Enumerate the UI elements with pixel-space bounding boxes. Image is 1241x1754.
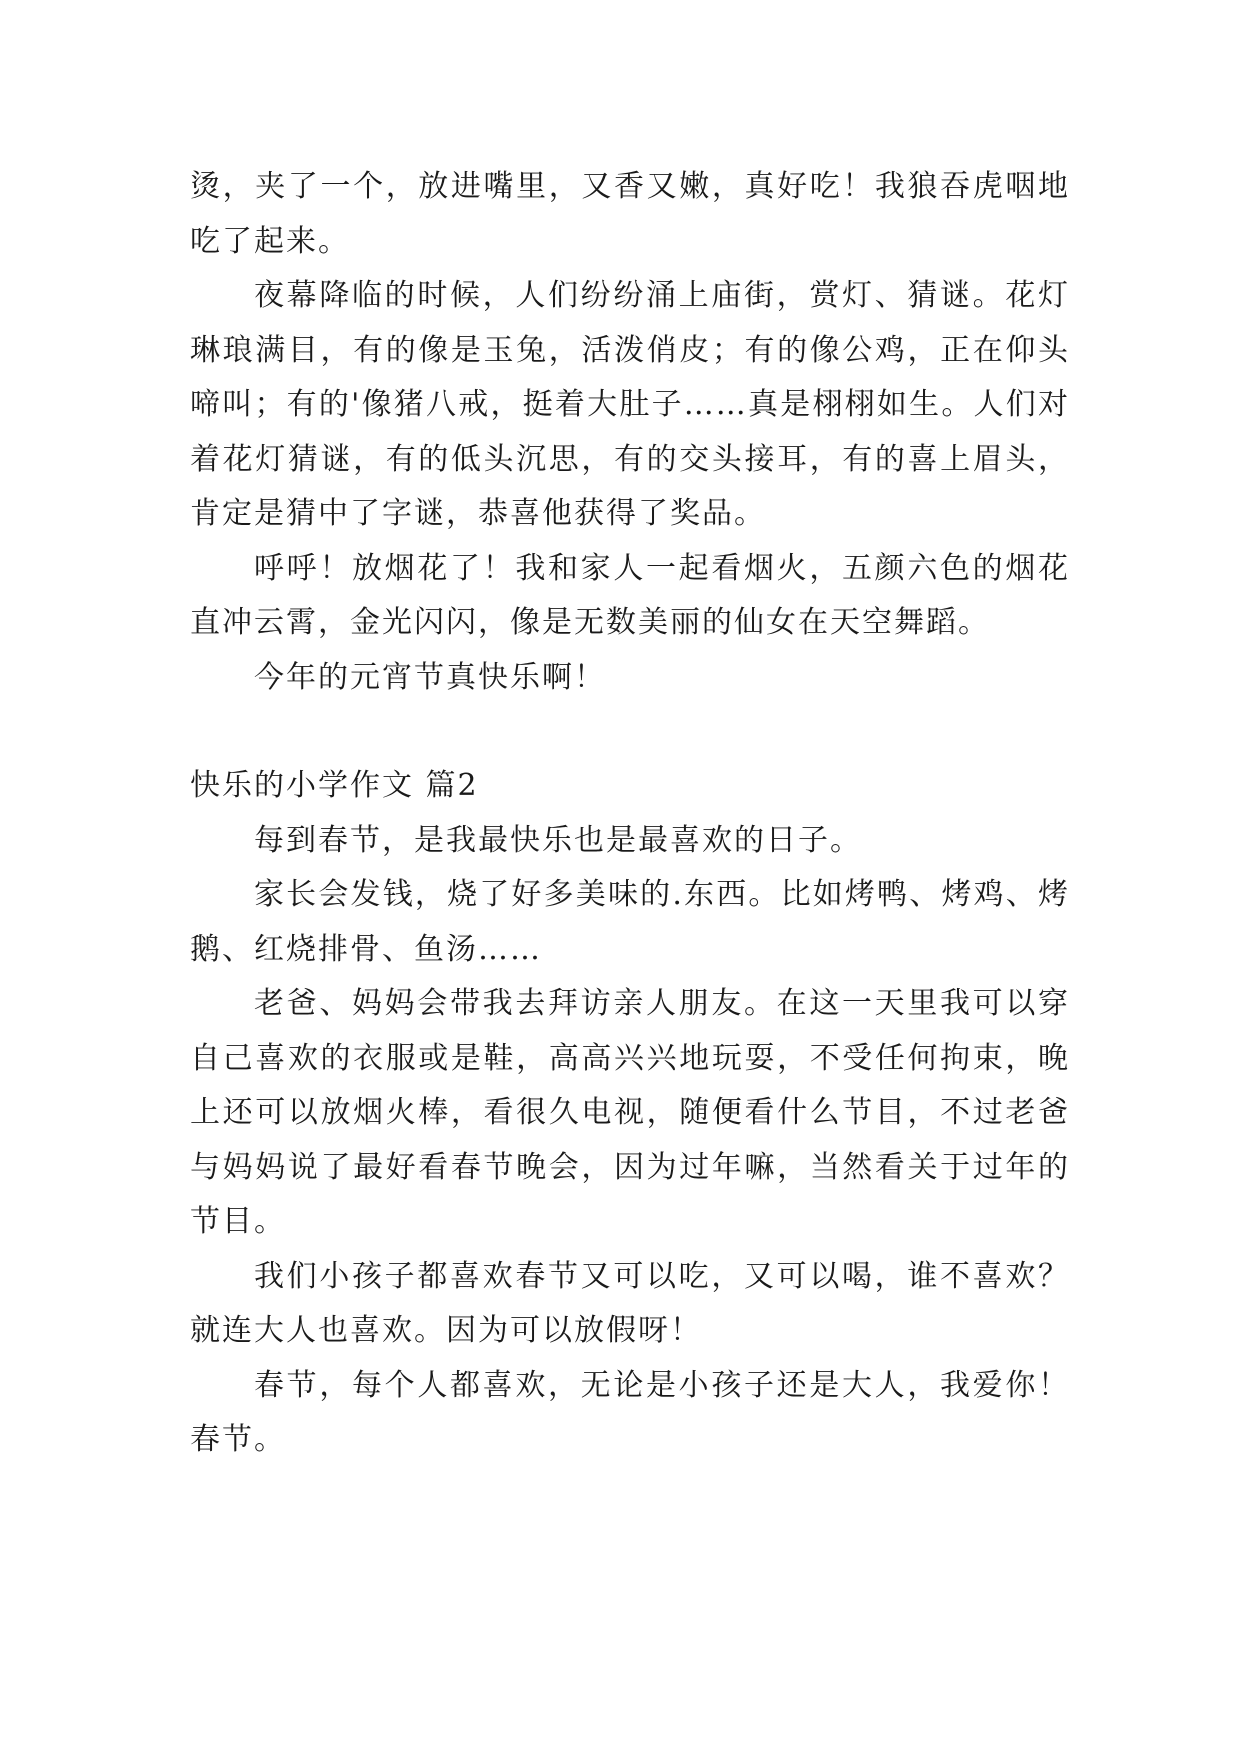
paragraph-conclusion: 今年的元宵节真快乐啊！ — [254, 659, 606, 695]
paragraph-visiting: 老爸、妈妈会带我去拜访亲人朋友。在这一天里我可以穿自己喜欢的衣服或是鞋，高高兴兴地玩耍，不受任何拘束，晚上还可以放烟火棒，看很久电视，随便看什么节目，不过老爸与妈妈说了最好看春节晚会，因为过年嘛，当然看关于过年的节目。 — [190, 986, 1070, 1239]
document-body — [190, 160, 1070, 1468]
paragraph-children-like: 我们小孩子都喜欢春节又可以吃，又可以喝，谁不喜欢？就连大人也喜欢。因为可以放假呀！ — [190, 1258, 1070, 1348]
paragraph-continued: 烫，夹了一个，放进嘴里，又香又嫩，真好吃！我狼吞虎咽地吃了起来。 — [190, 169, 1070, 259]
section-heading: 快乐的小学作文 篇2 — [190, 768, 479, 803]
paragraph-spring-festival-intro: 每到春节，是我最快乐也是最喜欢的日子。 — [254, 822, 862, 858]
section-gap — [190, 705, 1070, 759]
paragraph-lantern-riddles: 夜幕降临的时候，人们纷纷涌上庙街，赏灯、猜谜。花灯琳琅满目，有的像是玉兔，活泼俏皮；有的像公鸡，正在仰头啼叫；有的'像猪八戒，挺着大肚子……真是栩栩如生。人们对着花灯猜谜，有的低头沉思，有的交头接耳，有的喜上眉头，肯定是猜中了字谜，恭喜他获得了奖品。 — [190, 278, 1070, 531]
paragraph-closing: 春节，每个人都喜欢，无论是小孩子还是大人，我爱你！春节。 — [190, 1367, 1070, 1457]
paragraph-food: 家长会发钱，烧了好多美味的.东西。比如烤鸭、烤鸡、烤鹅、红烧排骨、鱼汤…… — [190, 877, 1070, 967]
paragraph-fireworks: 呼呼！放烟花了！我和家人一起看烟火，五颜六色的烟花直冲云霄，金光闪闪，像是无数美丽的仙女在天空舞蹈。 — [190, 550, 1070, 640]
